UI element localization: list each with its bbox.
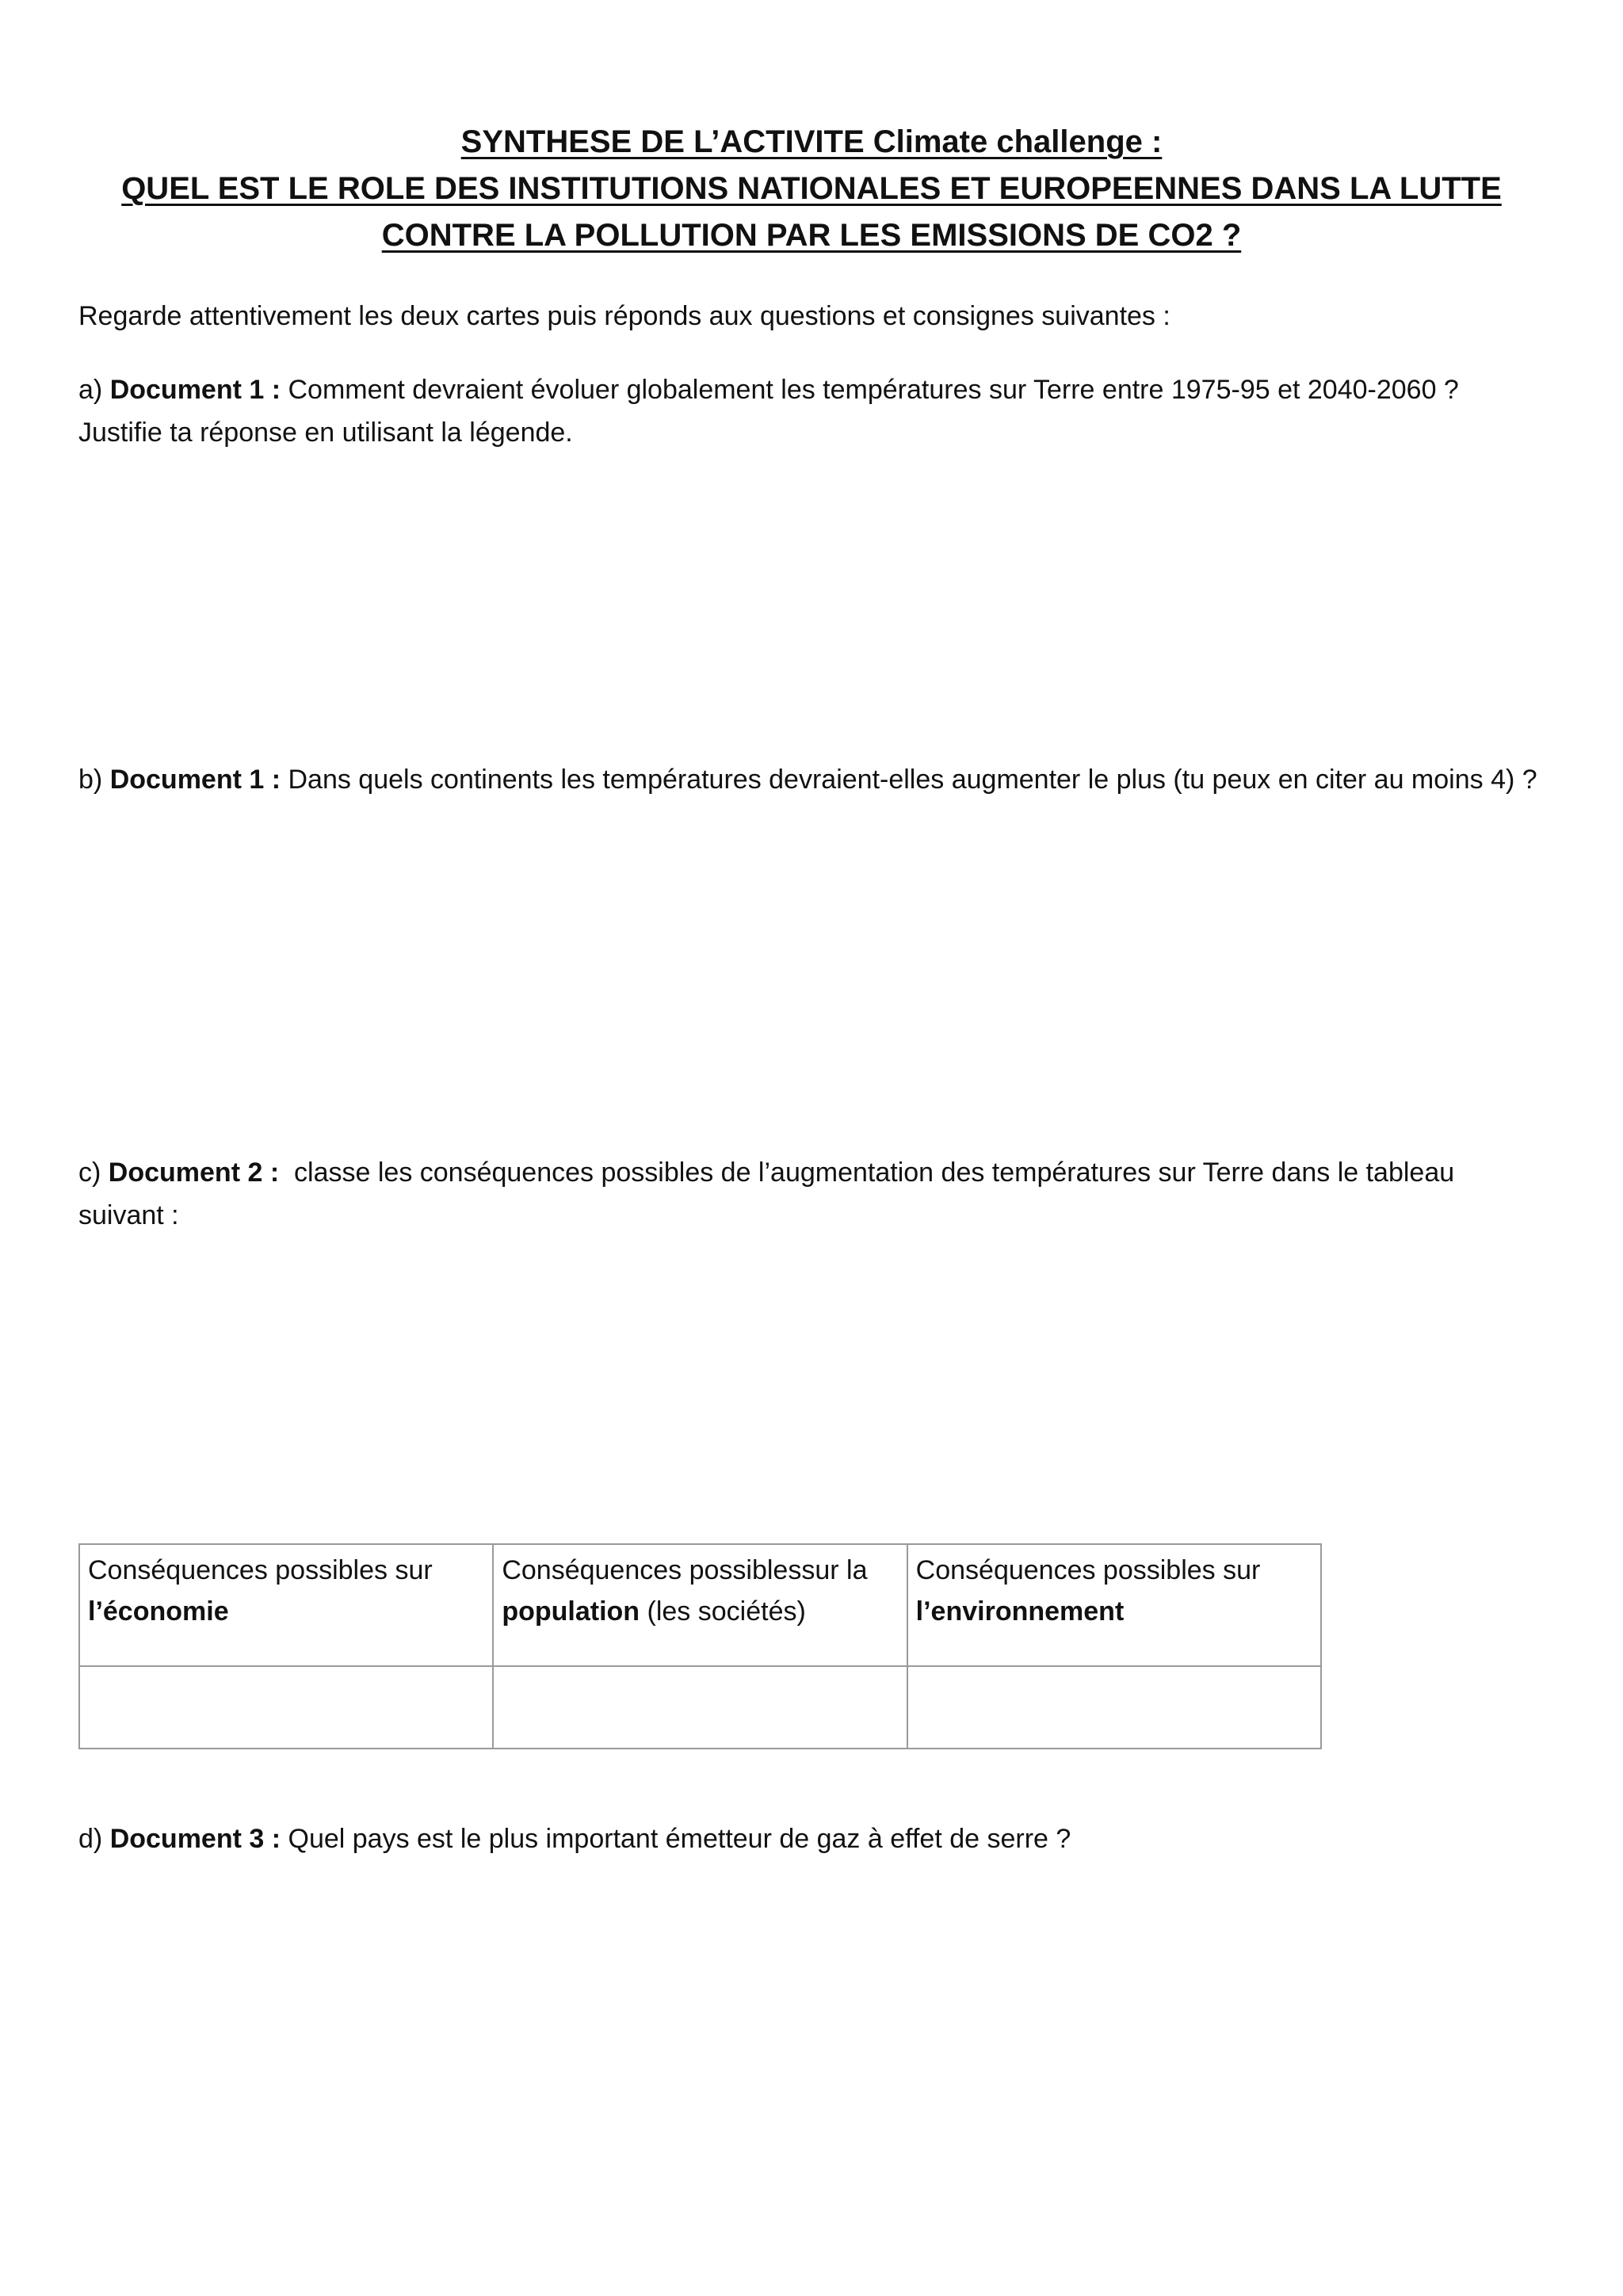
title-line-3: CONTRE LA POLLUTION PAR LES EMISSIONS DE CO2 ? xyxy=(381,218,1242,253)
question-c-document: Document 2 : xyxy=(108,1158,280,1188)
answer-cell-economy[interactable] xyxy=(79,1666,493,1749)
table-row xyxy=(79,1666,1321,1749)
question-a: a) Document 1 : Comment devraient évoluer globalement les températures sur Terre entre 1975-95 et 2040-2060 ? Justifie ta réponse en utilisant la légende. xyxy=(78,375,1459,448)
worksheet-title xyxy=(0,119,1623,259)
consequences-table xyxy=(78,1543,1322,1749)
question-a-text: Comment devraient évoluer globalement les températures sur Terre entre 1975-95 et 2040-2060 ? Justifie ta réponse en utilisant la légende. xyxy=(78,375,1459,448)
table-header-economy: Conséquences possibles sur l’économie xyxy=(79,1544,493,1666)
question-b: b) Document 1 : Dans quels continents les températures devraient-elles augmenter le plus (tu peux en citer au moins 4) ? xyxy=(78,765,1537,795)
question-c: c) Document 2 : classe les conséquences possibles de l’augmentation des températures sur Terre dans le tableau suivant : xyxy=(78,1158,1462,1230)
table-header-population: Conséquences possiblessur la population (les sociétés) xyxy=(493,1544,907,1666)
title-line-2: QUEL EST LE ROLE DES INSTITUTIONS NATIONALES ET EUROPEENNES DANS LA LUTTE xyxy=(121,171,1502,206)
table-header-row xyxy=(79,1544,1321,1666)
title-line-1: SYNTHESE DE L’ACTIVITE Climate challenge : xyxy=(460,124,1163,159)
question-d-document: Document 3 : xyxy=(109,1824,281,1854)
question-a-document: Document 1 : xyxy=(109,375,281,405)
table-header-environment: Conséquences possibles sur l’environnement xyxy=(907,1544,1321,1666)
answer-cell-population[interactable] xyxy=(493,1666,907,1749)
question-d-text: Quel pays est le plus important émetteur de gaz à effet de serre ? xyxy=(281,1824,1071,1854)
intro-instruction: Regarde attentivement les deux cartes puis réponds aux questions et consignes suivantes : xyxy=(78,301,1170,331)
question-b-text: Dans quels continents les températures devraient-elles augmenter le plus (tu peux en citer au moins 4) ? xyxy=(281,765,1537,795)
question-d: d) Document 3 : Quel pays est le plus important émetteur de gaz à effet de serre ? xyxy=(78,1824,1071,1854)
question-b-document: Document 1 : xyxy=(109,765,281,795)
question-c-text: classe les conséquences possibles de l’augmentation des températures sur Terre dans le tableau suivant : xyxy=(78,1158,1462,1230)
answer-cell-environment[interactable] xyxy=(907,1666,1321,1749)
